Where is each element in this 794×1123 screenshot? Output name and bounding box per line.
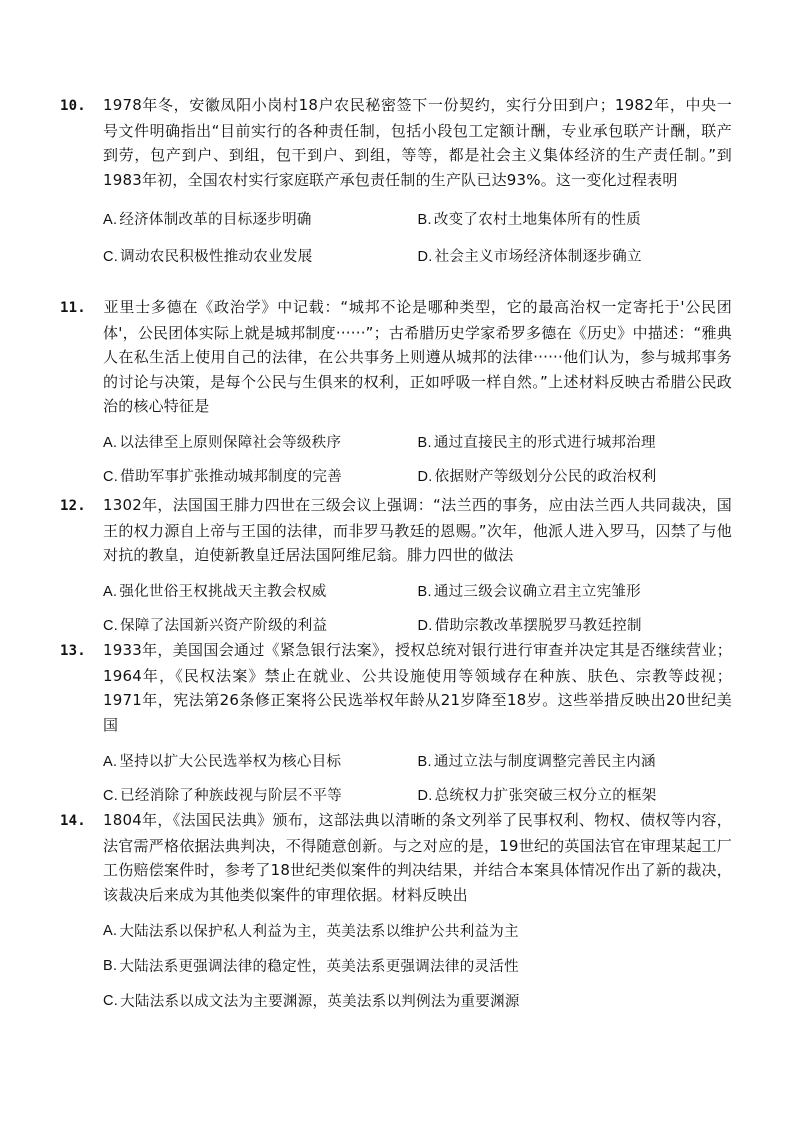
option-b[interactable]: B. 通过直接民主的形式进行城邦治理 (417, 435, 656, 451)
option-b[interactable]: B. 大陆法系更强调法律的稳定性，英美法系更强调法律的灵活性 (103, 957, 519, 975)
question-stem (60, 808, 732, 907)
question-12 (60, 493, 732, 642)
option-b[interactable]: B. 通过三级会议确立君主立宪雏形 (417, 584, 642, 600)
question-number: 13. (60, 643, 86, 659)
question-number: 12. (60, 498, 86, 514)
question-text: 亚里士多德在《政治学》中记载：“城邦不论是哪种类型，它的最高治权一定寄托于'公民团体'，公民团体实际上就是城邦制度······”；古希腊历史学家希罗多德在《历史》中描述：“雅典人在私生活上使用自己的法律，在公共事务上则遵从城邦的法律······他们认为，参与城邦事务的讨论与决策，是每个公民与生俱来的权利，正如呼吸一样自然。”上述材料反映古希腊公民政治的核心特征是 (103, 298, 732, 415)
question-number: 10. (60, 98, 86, 114)
options (103, 913, 732, 1018)
option-a[interactable]: A. 以法律至上原则保障社会等级秩序 (103, 435, 342, 451)
question-11 (60, 295, 732, 493)
options (103, 201, 732, 272)
question-10 (60, 93, 732, 272)
option-c[interactable]: C. 已经消除了种族歧视与阶层不平等 (103, 787, 343, 804)
question-text: 1978年冬，安徽凤阳小岗村18户农民秘密签下一份契约，实行分田到户；1982年，中央一号文件明确指出“目前实行的各种责任制，包括小段包工定额计酬，专业承包联产计酬，联产到劳，包产到户、到组，包干到户、到组，等等，都是社会主义集体经济的生产责任制。”到1983年初，全国农村实行家庭联产承包责任制的生产队已达93%。这一变化过程表明 (103, 96, 732, 189)
option-a[interactable]: A. 经济体制改革的目标逐步明确 (103, 211, 312, 228)
option-a[interactable]: A. 坚持以扩大公民选举权为核心目标 (103, 753, 342, 770)
question-number: 14. (60, 813, 86, 829)
option-c[interactable]: C. 借助军事扩张推动城邦制度的完善 (103, 469, 343, 485)
option-d[interactable]: D. 借助宗教改革摆脱罗马教廷控制 (417, 618, 642, 634)
question-14 (60, 808, 732, 1018)
question-text: 1804年，《法国民法典》颁布，这部法典以清晰的条文列举了民事权利、物权、债权等内容，法官需严格依据法典判决，不得随意创新。与之对应的是，19世纪的英国法官在审理某起工厂工伤赔偿案件时，参考了18世纪类似案件的判决结果，并结合本案具体情况作出了新的裁决，该裁决后来成为其他类似案件的审理依据。材料反映出 (103, 811, 732, 904)
question-text: 1933年，美国国会通过《紧急银行法案》，授权总统对银行进行审查并决定其是否继续营业；1964年，《民权法案》禁止在就业、公共设施使用等领域存在种族、肤色、宗教等歧视；1971年，宪法第26条修正案将公民选举权年龄从21岁降至18岁。这些举措反映出20世纪美国 (103, 641, 732, 734)
option-b[interactable]: B. 通过立法与制度调整完善民主内涵 (417, 753, 656, 770)
option-c[interactable]: C. 大陆法系以成文法为主要渊源，英美法系以判例法为重要渊源 (103, 992, 520, 1010)
option-c[interactable]: C. 调动农民积极性推动农业发展 (103, 248, 313, 265)
options (103, 743, 732, 811)
question-text: 1302年，法国国王腓力四世在三级会议上强调：“法兰西的事务，应由法兰西人共同裁决，国王的权力源自上帝与王国的法律，而非罗马教廷的恩赐。”次年，他派人进入罗马，囚禁了与他对抗的教皇，迫使新教皇迁居法国阿维尼翁。腓力四世的做法 (103, 496, 732, 564)
question-stem (60, 93, 732, 192)
question-stem (60, 295, 732, 419)
option-d[interactable]: D. 社会主义市场经济体制逐步确立 (417, 248, 642, 265)
options (103, 425, 732, 493)
options (103, 574, 732, 642)
option-b[interactable]: B. 改变了农村土地集体所有的性质 (417, 211, 642, 228)
option-a[interactable]: A. 大陆法系以保护私人利益为主，英美法系以维护公共利益为主 (103, 922, 519, 940)
question-stem (60, 638, 732, 737)
question-stem (60, 493, 732, 568)
question-number: 11. (60, 300, 86, 316)
question-13 (60, 638, 732, 811)
option-d[interactable]: D. 依据财产等级划分公民的政治权利 (417, 469, 657, 485)
option-c[interactable]: C. 保障了法国新兴资产阶级的利益 (103, 618, 328, 634)
option-d[interactable]: D. 总统权力扩张突破三权分立的框架 (417, 787, 657, 804)
option-a[interactable]: A. 强化世俗王权挑战天主教会权威 (103, 584, 327, 600)
